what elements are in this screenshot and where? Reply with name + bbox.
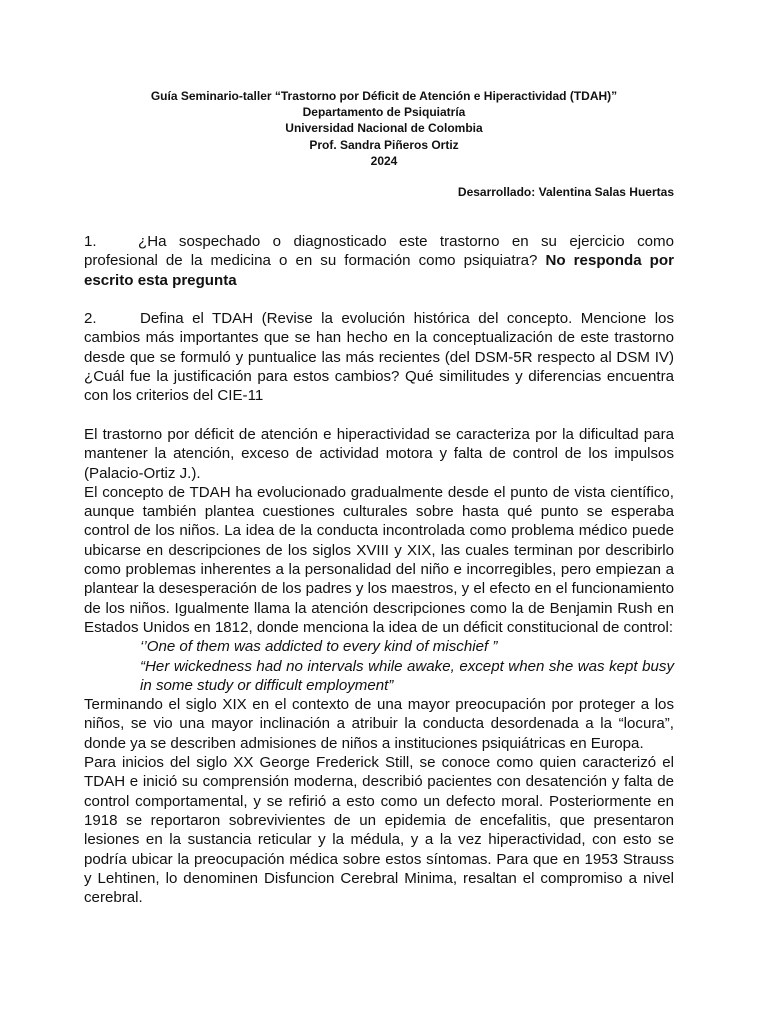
answer-paragraph-2: El concepto de TDAH ha evolucionado gradualmente desde el punto de vista científico, aunque también plantea cuestiones culturales sobre hasta qué punto se esperaba control de los niños. La idea de la conducta incontrolada como problema médico puede ubicarse en descripciones de los siglos XVIII y XIX, las cuales terminan por describirlo como problemas inherentes a la personalidad del niño e incorregibles, pero empiezan a plantear la desesperación de los padres y los maestros, y el efecto en el funcionamiento de los niños. Igualmente llama la atención descripciones como la de Benjamin Rush en Estados Unidos en 1812, donde menciona la idea de un déficit constitucional de control: — [84, 483, 674, 636]
quote-1: ‘’One of them was addicted to every kind of mischief ” — [140, 638, 498, 656]
question-1 — [84, 232, 674, 290]
question-2 — [84, 309, 674, 405]
question-1-text: ¿Ha sospechado o diagnosticado este trastorno en su ejercicio como profesional de la medicina o en su formación como psiquiatra? — [84, 233, 674, 270]
department: Departamento de Psiquiatría — [302, 105, 466, 120]
document-header — [84, 88, 684, 169]
question-1-number: 1. — [84, 233, 97, 250]
answer-paragraph-1: El trastorno por déficit de atención e hiperactividad se caracteriza por la dificultad para mantener la atención, exceso de actividad motora y falta de control de los impulsos (Palacio-Ortiz J.). — [84, 425, 674, 482]
question-2-number: 2. — [84, 310, 97, 328]
university: Universidad Nacional de Colombia — [285, 121, 483, 136]
quote-2: “Her wickedness had no intervals while awake, except when she was kept busy in some study or difficult employment” — [140, 657, 674, 694]
year: 2024 — [370, 153, 398, 168]
document-body — [84, 232, 674, 907]
answer-paragraph-3: Terminando el siglo XIX en el contexto de una mayor preocupación por proteger a los niños, se vio una mayor inclinación a atribuir la conducta desordenada a la “locura”, donde ya se describen admisiones de niños a instituciones psiquiátricas en Europa. — [84, 696, 674, 752]
answer-paragraph-4: Para inicios del siglo XX George Frederick Still, se conoce como quien caracterizó el TDAH e inició su comprensión moderna, describió pacientes con desatención y falta de control comportamental, y se refirió a esto como un defecto moral. Posteriormente en 1918 se reportaron sobrevivientes de un epidemia de encefalitis, que presentaron lesiones en la sustancia reticular y la médula, y a la vez hiperactividad, con esto se podría ubicar la preocupación médica sobre estos síntomas. Para que en 1953 Strauss y Lehtinen, lo denominen Disfuncion Cerebral Minima, resaltan el compromiso a nivel cerebral. — [84, 754, 674, 907]
professor: Prof. Sandra Piñeros Ortiz — [309, 137, 459, 152]
question-1-instruction: No responda por escrito esta pregunta — [84, 252, 674, 289]
document-title: Guía Seminario-taller “Trastorno por Déficit de Atención e Hiperactividad (TDAH)” — [150, 89, 618, 103]
developer-credit: Desarrollado: Valentina Salas Huertas — [457, 185, 674, 199]
question-2-text: Defina el TDAH (Revise la evolución histórica del concepto. Mencione los cambios más importantes que se han hecho en la conceptualización de este trastorno desde que se formuló y puntualice las más recientes (del DSM-5R respecto al DSM IV) ¿Cuál fue la justificación para estos cambios? Qué similitudes y diferencias encuentra con los criterios del CIE-11 — [84, 310, 674, 405]
